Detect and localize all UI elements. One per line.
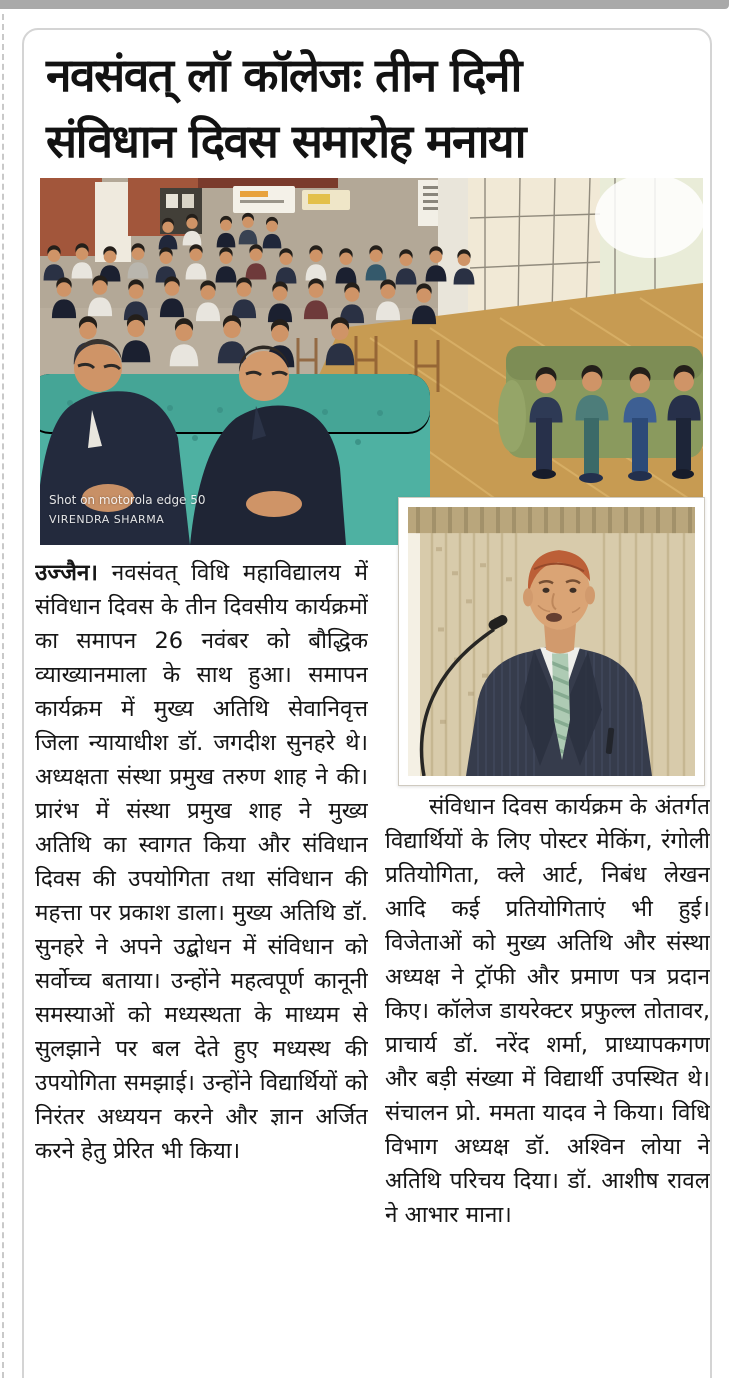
paragraph-right: संविधान दिवस कार्यक्रम के अंतर्गत विद्यार्थियों के लिए पोस्टर मेकिंग, रंगोली प्रतियोगिता, क्ले आर्ट, निबंध लेखन आदि कई प्रतियोगिताएं भी हुई। विजेताओं को मुख्य अतिथि और संस्था अध्यक्ष ने ट्रॉफी और प्रमाण पत्र प्रदान किए। कॉलेज डायरेक्टर प्रफुल्ल तोतावर, प्राचार्य डॉ. नरेंद शर्मा, प्राध्यापकगण और बड़ी संख्या में विद्यार्थी उपस्थित थे। संचालन प्रो. ममता यादव ने किया। विधि विभाग अध्यक्ष डॉ. अश्विन लोया ने अतिथि परिचय दिया। डॉ. आशीष रावल ने आभार माना। — [385, 794, 710, 1228]
paragraph-left — [35, 556, 368, 1168]
dateline: उज्जैन। — [35, 560, 98, 586]
article-column-left — [35, 556, 368, 1368]
speaker-photo — [398, 497, 705, 786]
article-headline — [46, 42, 706, 174]
headline-line-2: संविधान दिवस समारोह मनाया — [46, 114, 526, 168]
column-dashed-rule — [2, 14, 4, 1378]
headline-line-1: नवसंवत् लॉ कॉलेजः तीन दिनी — [46, 48, 521, 102]
speaker-photo-illustration — [408, 507, 695, 776]
photo-watermark-device: Shot on motorola edge 50 — [49, 493, 206, 507]
column-left-text: नवसंवत् विधि महाविद्यालय में संविधान दिवस के तीन दिवसीय कार्यक्रमों का समापन 26 नवंबर को बौद्धिक व्याख्यानमाला के साथ हुआ। समापन कार्यक्रम में मुख्य अतिथि सेवानिवृत्त जिला न्यायाधीश डॉ. जगदीश सुनहरे थे। अध्यक्षता संस्था प्रमुख तरुण शाह ने की। प्रारंभ में संस्था प्रमुख शाह ने मुख्य अतिथि का स्वागत किया और संविधान दिवस की उपयोगिता तथा संविधान की महत्ता पर प्रकाश डाला। मुख्य अतिथि डॉ. सुनहरे ने अपने उद्बोधन में संविधान को सर्वोच्च बताया। उन्होंने महत्वपूर्ण कानूनी समस्याओं को मध्यस्थता के माध्यम से सुलझाने पर बल देते हुए मध्यस्थ की उपयोगिता समझाई। उन्होंने विद्यार्थियों को निरंतर अध्ययन करने और ज्ञान अर्जित करने हेतु प्रेरित भी किया। — [35, 560, 368, 1164]
page-top-rule — [0, 0, 729, 9]
audience-photo-illustration — [40, 178, 703, 545]
audience-photo — [40, 178, 703, 545]
photo-tint — [408, 507, 695, 776]
article-column-right — [385, 790, 710, 1370]
photo-watermark-credit: VIRENDRA SHARMA — [49, 513, 165, 526]
